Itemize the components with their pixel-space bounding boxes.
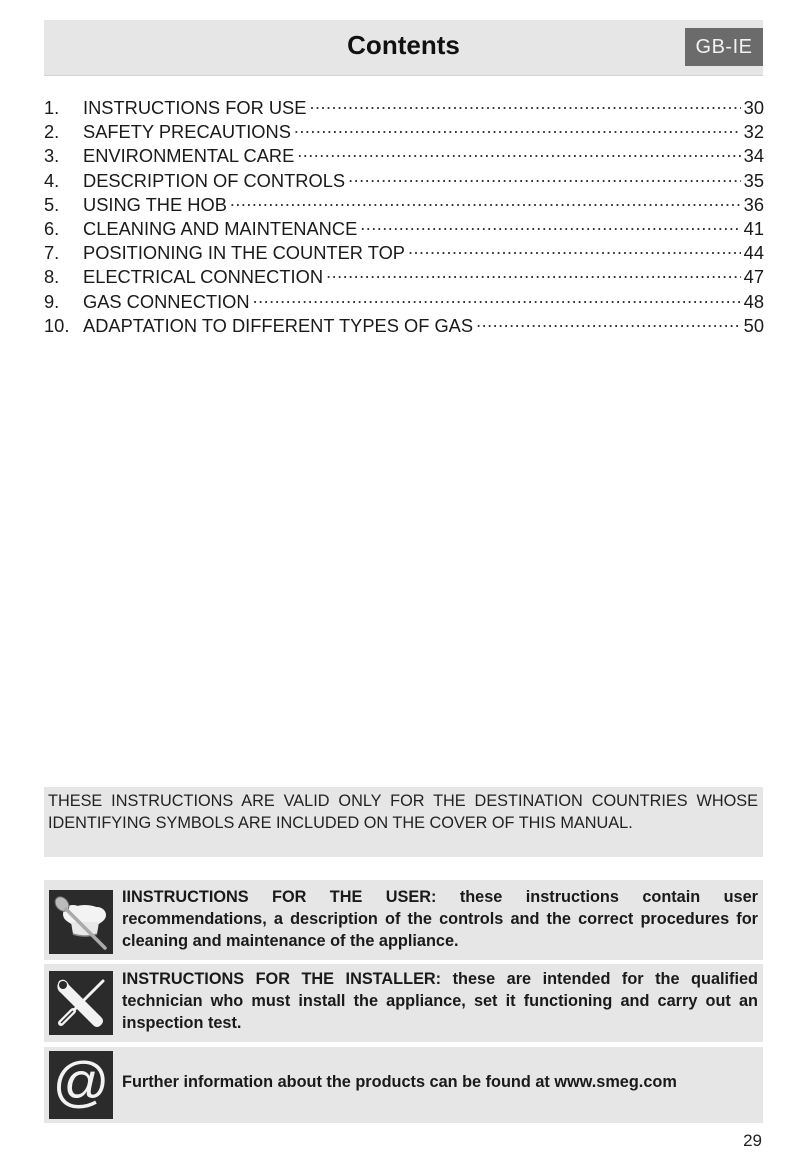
validity-note: THESE INSTRUCTIONS ARE VALID ONLY FOR THE DESTINATION COUNTRIES WHOSE IDENTIFYING SYMBOLS ARE INCLUDED ON THE COVER OF THIS MANUAL. — [44, 787, 763, 857]
toc-label: CLEANING AND MAINTENANCE — [83, 217, 358, 239]
toc-label: ADAPTATION TO DIFFERENT TYPES OF GAS — [83, 314, 474, 336]
toc-label: ENVIRONMENTAL CARE — [83, 145, 295, 167]
toc-number: 2. — [44, 121, 60, 143]
toc-leader — [230, 191, 741, 211]
toc-label: POSITIONING IN THE COUNTER TOP — [83, 242, 405, 264]
toc-number: 4. — [44, 169, 60, 191]
toc-entry[interactable] — [44, 142, 764, 166]
toc-label: DESCRIPTION OF CONTROLS — [83, 169, 346, 191]
toc-label: SAFETY PRECAUTIONS — [83, 121, 291, 143]
toc-entry[interactable] — [44, 167, 764, 191]
toc-label: ELECTRICAL CONNECTION — [83, 266, 324, 288]
toc-number: 9. — [44, 290, 60, 312]
toc-page: 34 — [743, 145, 764, 167]
toc-entry[interactable] — [44, 263, 764, 287]
toc-label: GAS CONNECTION — [83, 290, 250, 312]
toc-leader — [309, 94, 740, 114]
toc-entry[interactable] — [44, 118, 764, 142]
toc-label: USING THE HOB — [83, 193, 227, 215]
toc-number: 5. — [44, 193, 60, 215]
toc-entry[interactable] — [44, 312, 764, 336]
toc-entry[interactable] — [44, 239, 764, 263]
toc-leader — [408, 239, 741, 259]
toc-leader — [294, 118, 741, 138]
toc-page: 48 — [743, 290, 764, 312]
country-badge: GB-IE — [685, 28, 763, 66]
toc-leader — [326, 263, 741, 283]
installer-instructions-text: INSTRUCTIONS FOR THE INSTALLER: these are intended for the qualified technician who must install the appliance, set it functioning and carry out an inspection test. — [122, 970, 758, 1032]
page-number: 29 — [743, 1131, 762, 1150]
toc-page: 44 — [743, 242, 764, 264]
table-of-contents — [44, 94, 764, 336]
further-info-text[interactable]: Further information about the products can be found at www.smeg.com — [122, 1073, 677, 1091]
toc-leader — [348, 167, 741, 187]
toc-number: 8. — [44, 266, 60, 288]
toc-page: 47 — [743, 266, 764, 288]
toc-page: 36 — [743, 193, 764, 215]
toc-label: INSTRUCTIONS FOR USE — [83, 97, 307, 118]
toc-entry[interactable] — [44, 94, 764, 118]
wrench-screwdriver-icon — [49, 971, 113, 1035]
toc-page: 32 — [743, 121, 764, 143]
chef-hat-spoon-icon — [49, 890, 113, 954]
toc-leader — [253, 288, 741, 308]
installer-instructions-box — [44, 964, 763, 1042]
toc-leader — [297, 142, 740, 162]
further-info-box — [44, 1047, 763, 1123]
toc-number: 3. — [44, 145, 60, 167]
toc-number: 6. — [44, 217, 60, 239]
toc-page: 30 — [743, 97, 764, 118]
toc-leader — [476, 312, 741, 332]
toc-page: 50 — [743, 314, 764, 336]
toc-number: 1. — [44, 97, 60, 118]
user-instructions-box — [44, 880, 763, 960]
toc-leader — [360, 215, 740, 235]
page-title: Contents — [347, 30, 460, 60]
svg-text:@: @ — [52, 1051, 110, 1113]
contents-header — [44, 20, 763, 76]
toc-number: 10. — [44, 314, 70, 336]
toc-page: 35 — [743, 169, 764, 191]
toc-entry[interactable] — [44, 215, 764, 239]
toc-number: 7. — [44, 242, 60, 264]
toc-entry[interactable] — [44, 288, 764, 312]
user-instructions-text: IINSTRUCTIONS FOR THE USER: these instructions contain user recommendations, a description of the controls and the correct procedures for cleaning and maintenance of the appliance. — [122, 888, 758, 950]
at-sign-icon — [49, 1051, 113, 1119]
toc-page: 41 — [743, 217, 764, 239]
toc-entry[interactable] — [44, 191, 764, 215]
